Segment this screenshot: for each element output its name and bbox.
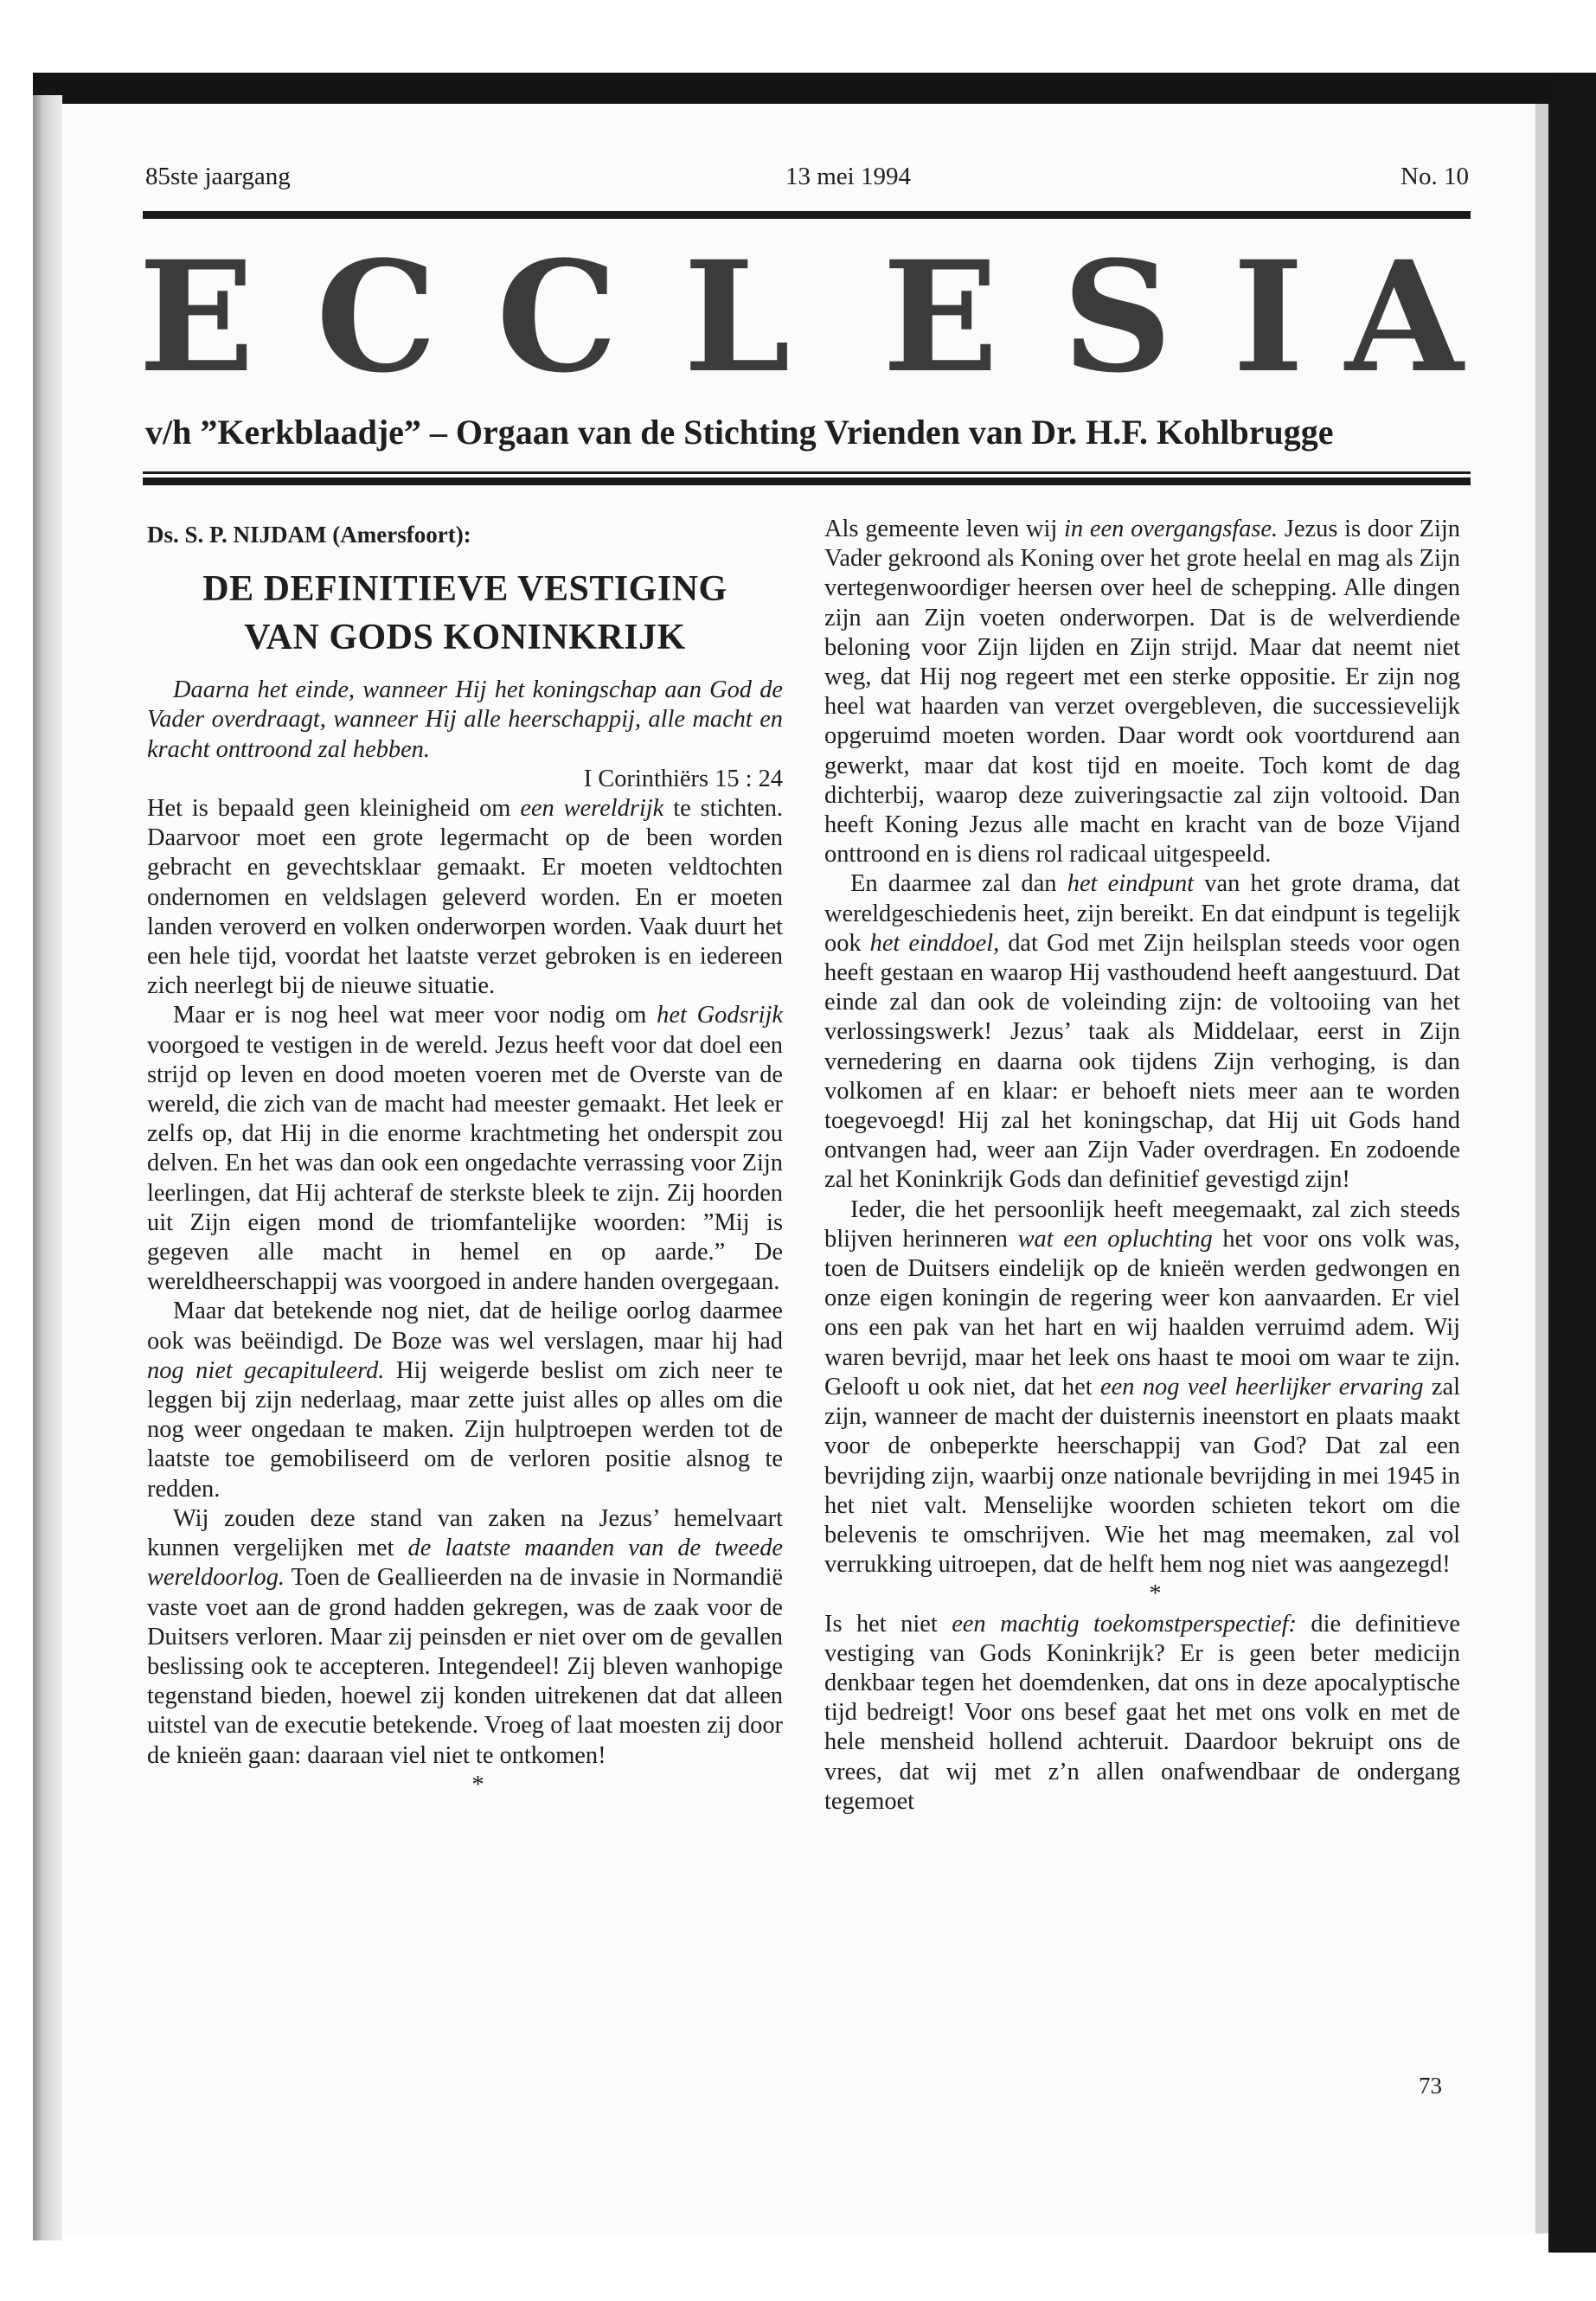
- text-run: Wij zouden deze stand van zaken na Jezus’ hemelvaart kunnen vergelijken met: [147, 1504, 783, 1562]
- article-heading: [147, 565, 783, 662]
- masthead-rule-top: [143, 211, 1471, 219]
- title-letter: S: [1062, 228, 1173, 407]
- page-number: 73: [1419, 2073, 1442, 2099]
- masthead-meta: [145, 163, 1469, 197]
- text-run: Als gemeente leven wij: [824, 516, 1065, 542]
- emphasis: wat een opluchting: [1017, 1225, 1213, 1253]
- title-letter: L: [683, 228, 791, 407]
- text-run: Toen de Geallieerden na de invasie in Normandië vaste voet aan de grond hadden gekregen, was de zaak voor de Duitsers verloren. Maar zij peinsden er niet over om de gevallen beslissing ook te accepteren. Integendeel! Zij bleven wanhopige tegenstand bieden, hoewel zij konden uitrekenen dat dat alleen uitstel van de executie betekende. Vroeg of laat moesten zij door de knieën gaan: daaraan viel niet te ontkomen!: [147, 1564, 783, 1769]
- epigraph: Daarna het einde, wanneer Hij het koningschap aan God de Vader overdraagt, wanneer Hij alle heerschappij, alle macht en kracht onttroond zal hebben.: [147, 676, 783, 763]
- column-right: [824, 515, 1460, 1817]
- text-run: van het grote drama, dat wereldgeschiedenis heet, zijn bereikt. En dat eindpunt is tegelijk ook: [824, 870, 1461, 957]
- book-binding-top: [33, 73, 1595, 104]
- masthead-subtitle: v/h ”Kerkblaadje” – Orgaan van de Stichting Vrienden van Dr. H.F. Kohlbrugge: [145, 413, 1334, 452]
- text-run: Jezus is door Zijn Vader gekroond als Koning over het grote heelal en mag als Zijn vertegenwoordiger heersen over heel de schepping. Alle dingen zijn aan Zijn voeten onderworpen. Dat is de welverdiende beloning voor Zijn lijden en Zijn strijd. Maar dat neemt niet weg, dat Hij nog regeert met een sterke oppositie. Er zijn nog heel wat haarden van verzet overgebleven, die successievelijk opgeruimd moeten worden. Daar wordt ook voortdurend aan gewerkt, maar dat kost tijd en moeite. Toch komt de dag dichterbij, waarop deze zuiveringsactie zal zijn voltooid. Dan heeft Koning Jezus alle macht en kracht van de boze Vijand onttroond en is diens rol radicaal uitgespeeld.: [824, 516, 1460, 868]
- heading-line: VAN GODS KONINKRIJK: [244, 618, 686, 658]
- book-binding-right: [1548, 73, 1596, 2253]
- emphasis: nog niet gecapituleerd.: [147, 1356, 385, 1384]
- title-letter: E: [882, 228, 999, 407]
- title-letter: C: [316, 228, 438, 407]
- text-run: Hij weigerde beslist om zich neer te leggen bij zijn nederlaag, maar zette juist alles op alles om die nog weer ongedaan te maken. Zijn hulptroepen werden tot de laatste toe gemobiliseerd om de verloren positie alsnog te redden.: [147, 1356, 783, 1503]
- issue-date: 13 mei 1994: [785, 163, 911, 190]
- column-left: [147, 515, 783, 1800]
- masthead-title: [138, 228, 1475, 407]
- masthead-rule-bottom: [143, 478, 1471, 485]
- section-separator: *: [1149, 1580, 1162, 1608]
- section-separator: *: [471, 1771, 484, 1798]
- emphasis: een machtig toekomstperspectief:: [952, 1610, 1297, 1638]
- emphasis: het einddoel,: [869, 929, 1000, 957]
- text-run: En daarmee zal dan: [850, 870, 1067, 898]
- text-run: te stichten. Daarvoor moet een grote legermacht op de been worden gebracht en gevechtsklaar gemaakt. Er moeten veldtochten ondernomen en veldslagen geleverd worden. En er moeten landen veroverd en volken onderworpen worden. Vaak duurt het een hele tijd, voordat het laatste verzet gebroken is en iedereen zich neerlegt bij de nieuwe situatie.: [147, 795, 784, 1000]
- paragraph: [147, 1297, 783, 1503]
- emphasis: het eindpunt: [1067, 870, 1195, 898]
- title-letter: C: [497, 228, 619, 407]
- paragraph: [824, 869, 1460, 1195]
- issue-number: No. 10: [1401, 163, 1469, 190]
- emphasis: een nog veel heerlijker ervaring: [1100, 1373, 1424, 1400]
- emphasis: een wereldrijk: [520, 795, 664, 823]
- text-run: Ieder, die het persoonlijk heeft meegemaakt, zal zich steeds blijven herinneren: [824, 1195, 1460, 1253]
- text-run: Maar er is nog heel wat meer voor nodig om: [173, 1002, 657, 1029]
- text-run: Het is bepaald geen kleinigheid om: [147, 795, 521, 823]
- paragraph: [824, 515, 1460, 869]
- text-run: Is het niet: [824, 1610, 952, 1638]
- title-letter: I: [1233, 228, 1304, 407]
- emphasis: de laatste maanden van de tweede wereldoorlog.: [147, 1535, 783, 1592]
- text-run: het voor ons volk was, toen de Duitsers eindelijk op de knieën werden gedwongen en onze eigen koningin de regering weer kon aanvaarden. Er viel ons een pak van het hart en wij haalden verruimd adem. Wij waren bevrijd, maar het leek ons haast te mooi om waar te zijn. Gelooft u ook niet, dat het: [824, 1225, 1460, 1400]
- paragraph: [824, 1610, 1460, 1817]
- text-run: voorgoed te vestigen in de wereld. Jezus heeft voor dat doel een strijd op leven en dood moeten voeren met de Overste van de wereld, die zich van de macht had meester gemaakt. Het leek er zelfs op, dat Hij in die enorme krachtmeting het onderspit zou delven. En het was dan ook een ongedachte verrassing voor Zijn leerlingen, dat Hij achteraf de sterkste bleek te zijn. Zij hoorden uit Zijn eigen mond de triomfantelijke woorden: ”Mij is gegeven alle macht in hemel en op aarde.” De wereldheerschappij was voorgoed in andere handen overgegaan.: [147, 1031, 783, 1296]
- title-letter: E: [138, 228, 255, 407]
- emphasis: in een overgangsfase.: [1064, 516, 1279, 542]
- text-run: dat God met Zijn heilsplan steeds voor ogen heeft gestaan en waarop Hij vasthoudend heeft aangestuurd. Dat einde zal dan ook de voleinding zijn: de voltooiing van het verlossingswerk! Jezus’ taak als Middelaar, eerst in Zijn vernedering en daarna ook tijdens Zijn verhoging, is dan volkomen af en klaar: er behoeft niets meer aan te worden toegevoegd! Hij zal het koningschap, dat Hij uit Gods hand ontvangen had, weer aan Zijn Vader overdragen. En zodoende zal het Koninkrijk Gods dan definitief gevestigd zijn!: [824, 929, 1461, 1194]
- paragraph: [824, 1195, 1460, 1580]
- epigraph-reference: I Corinthiërs 15 : 24: [583, 765, 783, 792]
- paragraph: [147, 794, 783, 1001]
- book-page-edge: [33, 95, 62, 2240]
- text-run: Maar dat betekende nog niet, dat de heilige oorlog daarmee ook was beëindigd. De Boze was wel verslagen, maar hij had: [147, 1298, 783, 1355]
- volume-label: 85ste jaargang: [145, 163, 291, 190]
- text-run: zal zijn, wanneer de macht der duisternis ineenstort en plaats maakt voor de onbeperkte heerschappij van God? Dat zal een bevrijding zijn, waarbij onze nationale bevrijding in mei 1945 in het niet valt. Menselijke woorden schieten tekort om die belevenis te omschrijven. Wie het mag meemaken, zal vol verrukking uitroepen, dat de helft hem nog niet was aangezegd!: [824, 1373, 1460, 1579]
- book-binding-inner: [1535, 104, 1548, 2234]
- text-run: die definitieve vestiging van Gods Koninkrijk? Er is geen beter medicijn denkbaar tegen het doemdenken, dat ons in deze apocalyptische tijd bedreigt! Voor ons besef gaat het met ons volk en met de hele mensheid hollend achteruit. Daardoor bekruipt ons de vrees, dat wij met z’n allen onafwendbaar de ondergang tegemoet: [824, 1610, 1460, 1815]
- emphasis: het Godsrijk: [657, 1002, 783, 1029]
- paragraph: [147, 1001, 783, 1297]
- paragraph: [147, 1504, 783, 1771]
- masthead-rule-thin: [143, 471, 1471, 474]
- title-letter: A: [1345, 228, 1464, 407]
- heading-line: DE DEFINITIEVE VESTIGING: [202, 569, 727, 610]
- article-author: Ds. S. P. NIJDAM (Amersfoort):: [147, 522, 471, 548]
